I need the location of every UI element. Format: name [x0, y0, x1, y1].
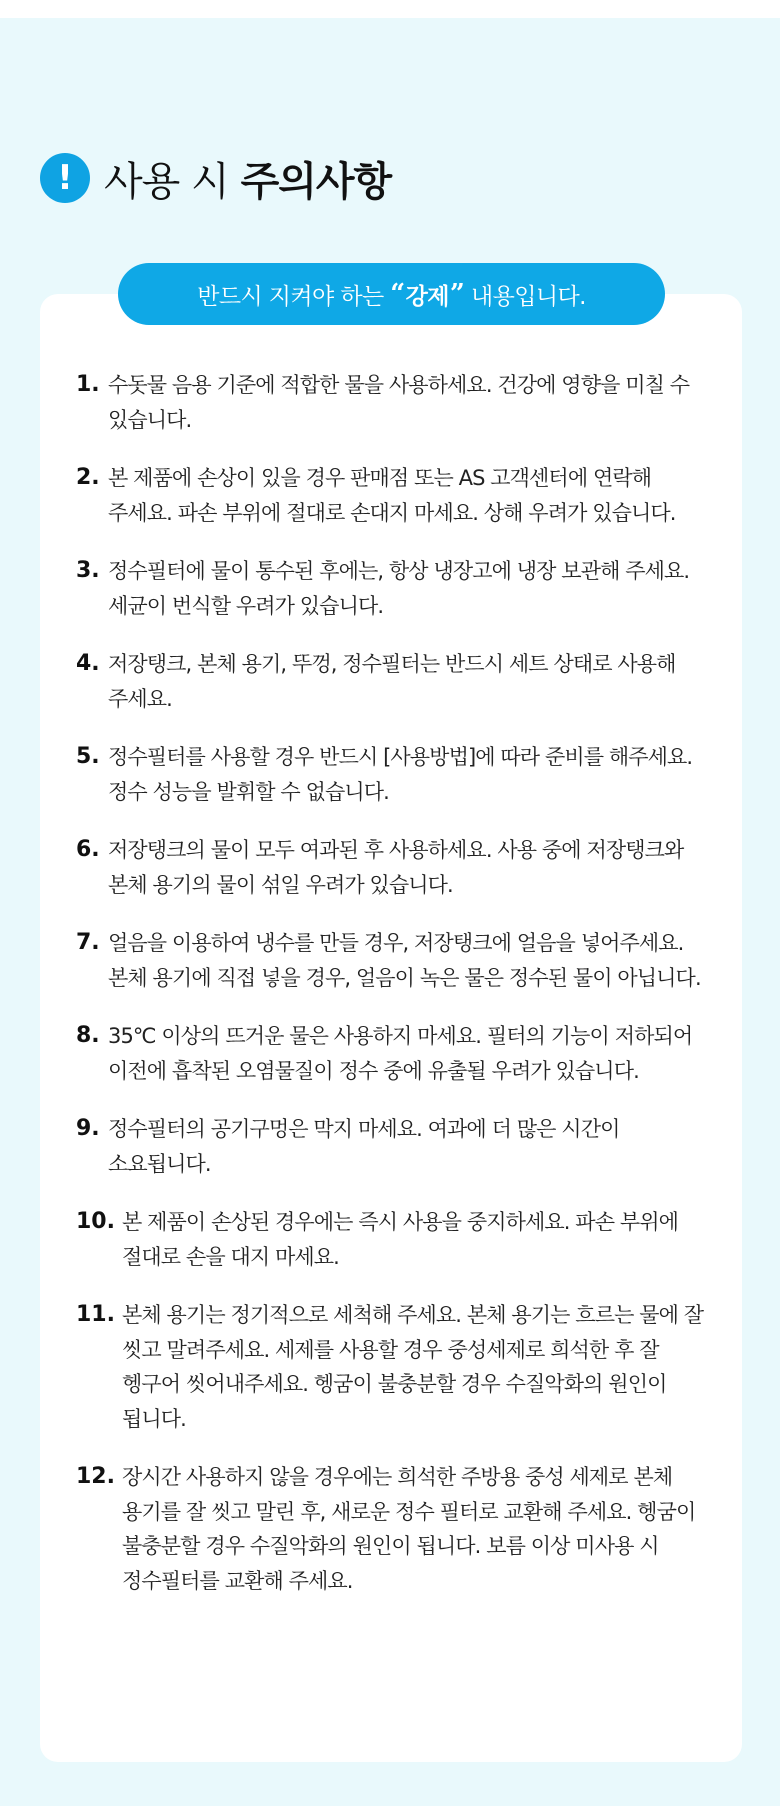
notice-item: [76, 368, 712, 437]
notice-number: 7.: [76, 930, 100, 955]
notice-item: [76, 461, 712, 530]
notice-number: 11.: [76, 1302, 115, 1327]
notice-item: [76, 1205, 712, 1274]
notice-text: 얼음을 이용하여 냉수를 만들 경우, 저장탱크에 얼음을 넣어주세요. 본체 용기에 직접 넣을 경우, 얼음이 녹은 물은 정수된 물이 아닙니다.: [108, 931, 701, 990]
notice-text: 수돗물 음용 기준에 적합한 물을 사용하세요. 건강에 영향을 미칠 수 있습니다.: [108, 373, 690, 432]
notice-list: [76, 368, 712, 1622]
banner-emphasis: 강제: [405, 283, 449, 310]
notice-number: 9.: [76, 1116, 100, 1141]
notice-item: [76, 647, 712, 716]
notice-text: 저장탱크, 본체 용기, 뚜껑, 정수필터는 반드시 세트 상태로 사용해 주세요.: [108, 652, 676, 711]
heading-emphasis: 주의사항: [240, 158, 392, 205]
notice-number: 3.: [76, 558, 100, 583]
notice-number: 10.: [76, 1209, 115, 1234]
notice-item: [76, 1460, 712, 1598]
notice-item: [76, 1112, 712, 1181]
notice-text: 정수필터의 공기구멍은 막지 마세요. 여과에 더 많은 시간이 소요됩니다.: [108, 1117, 620, 1176]
notice-number: 1.: [76, 372, 100, 397]
notice-item: [76, 740, 712, 809]
notice-number: 5.: [76, 744, 100, 769]
notice-text: 정수필터를 사용할 경우 반드시 [사용방법]에 따라 준비를 해주세요. 정수 성능을 발휘할 수 없습니다.: [108, 745, 693, 804]
mandatory-banner: [118, 263, 665, 325]
notice-text: 35℃ 이상의 뜨거운 물은 사용하지 마세요. 필터의 기능이 저하되어 이전에 흡착된 오염물질이 정수 중에 유출될 우려가 있습니다.: [108, 1024, 693, 1083]
notice-text: 장시간 사용하지 않을 경우에는 희석한 주방용 중성 세제로 본체 용기를 잘 씻고 말린 후, 새로운 정수 필터로 교환해 주세요. 헹굼이 불충분할 경우 수질악화의 원인이 됩니다. 보름 이상 미사용 시 정수필터를 교환해 주세요.: [122, 1465, 696, 1593]
notice-item: [76, 1298, 712, 1436]
notice-number: 12.: [76, 1464, 115, 1489]
notice-number: 8.: [76, 1023, 100, 1048]
notice-text: 정수필터에 물이 통수된 후에는, 항상 냉장고에 냉장 보관해 주세요. 세균이 번식할 우려가 있습니다.: [108, 559, 690, 618]
notice-text: 본 제품이 손상된 경우에는 즉시 사용을 중지하세요. 파손 부위에 절대로 손을 대지 마세요.: [122, 1210, 679, 1269]
notice-number: 2.: [76, 465, 100, 490]
exclamation-icon: !: [40, 153, 90, 203]
notice-number: 4.: [76, 651, 100, 676]
notice-number: 6.: [76, 837, 100, 862]
notice-item: [76, 1019, 712, 1088]
notice-text: 저장탱크의 물이 모두 여과된 후 사용하세요. 사용 중에 저장탱크와 본체 용기의 물이 섞일 우려가 있습니다.: [108, 838, 684, 897]
notice-text: 본체 용기는 정기적으로 세척해 주세요. 본체 용기는 흐르는 물에 잘 씻고 말려주세요. 세제를 사용할 경우 중성세제로 희석한 후 잘 헹구어 씻어내주세요. 헹굼이 불충분할 경우 수질악화의 원인이 됩니다.: [122, 1303, 704, 1431]
notice-item: [76, 926, 712, 995]
notice-text: 본 제품에 손상이 있을 경우 판매점 또는 AS 고객센터에 연락해 주세요. 파손 부위에 절대로 손대지 마세요. 상해 우려가 있습니다.: [108, 466, 676, 525]
banner-close-quote: ”: [449, 279, 465, 309]
section-heading: [40, 152, 391, 204]
banner-text-after: 내용입니다.: [470, 283, 586, 310]
notice-item: [76, 833, 712, 902]
banner-open-quote: “: [390, 279, 405, 309]
notice-item: [76, 554, 712, 623]
banner-text-before: 반드시 지켜야 하는: [197, 283, 384, 310]
heading-prefix: 사용 시: [104, 158, 229, 205]
